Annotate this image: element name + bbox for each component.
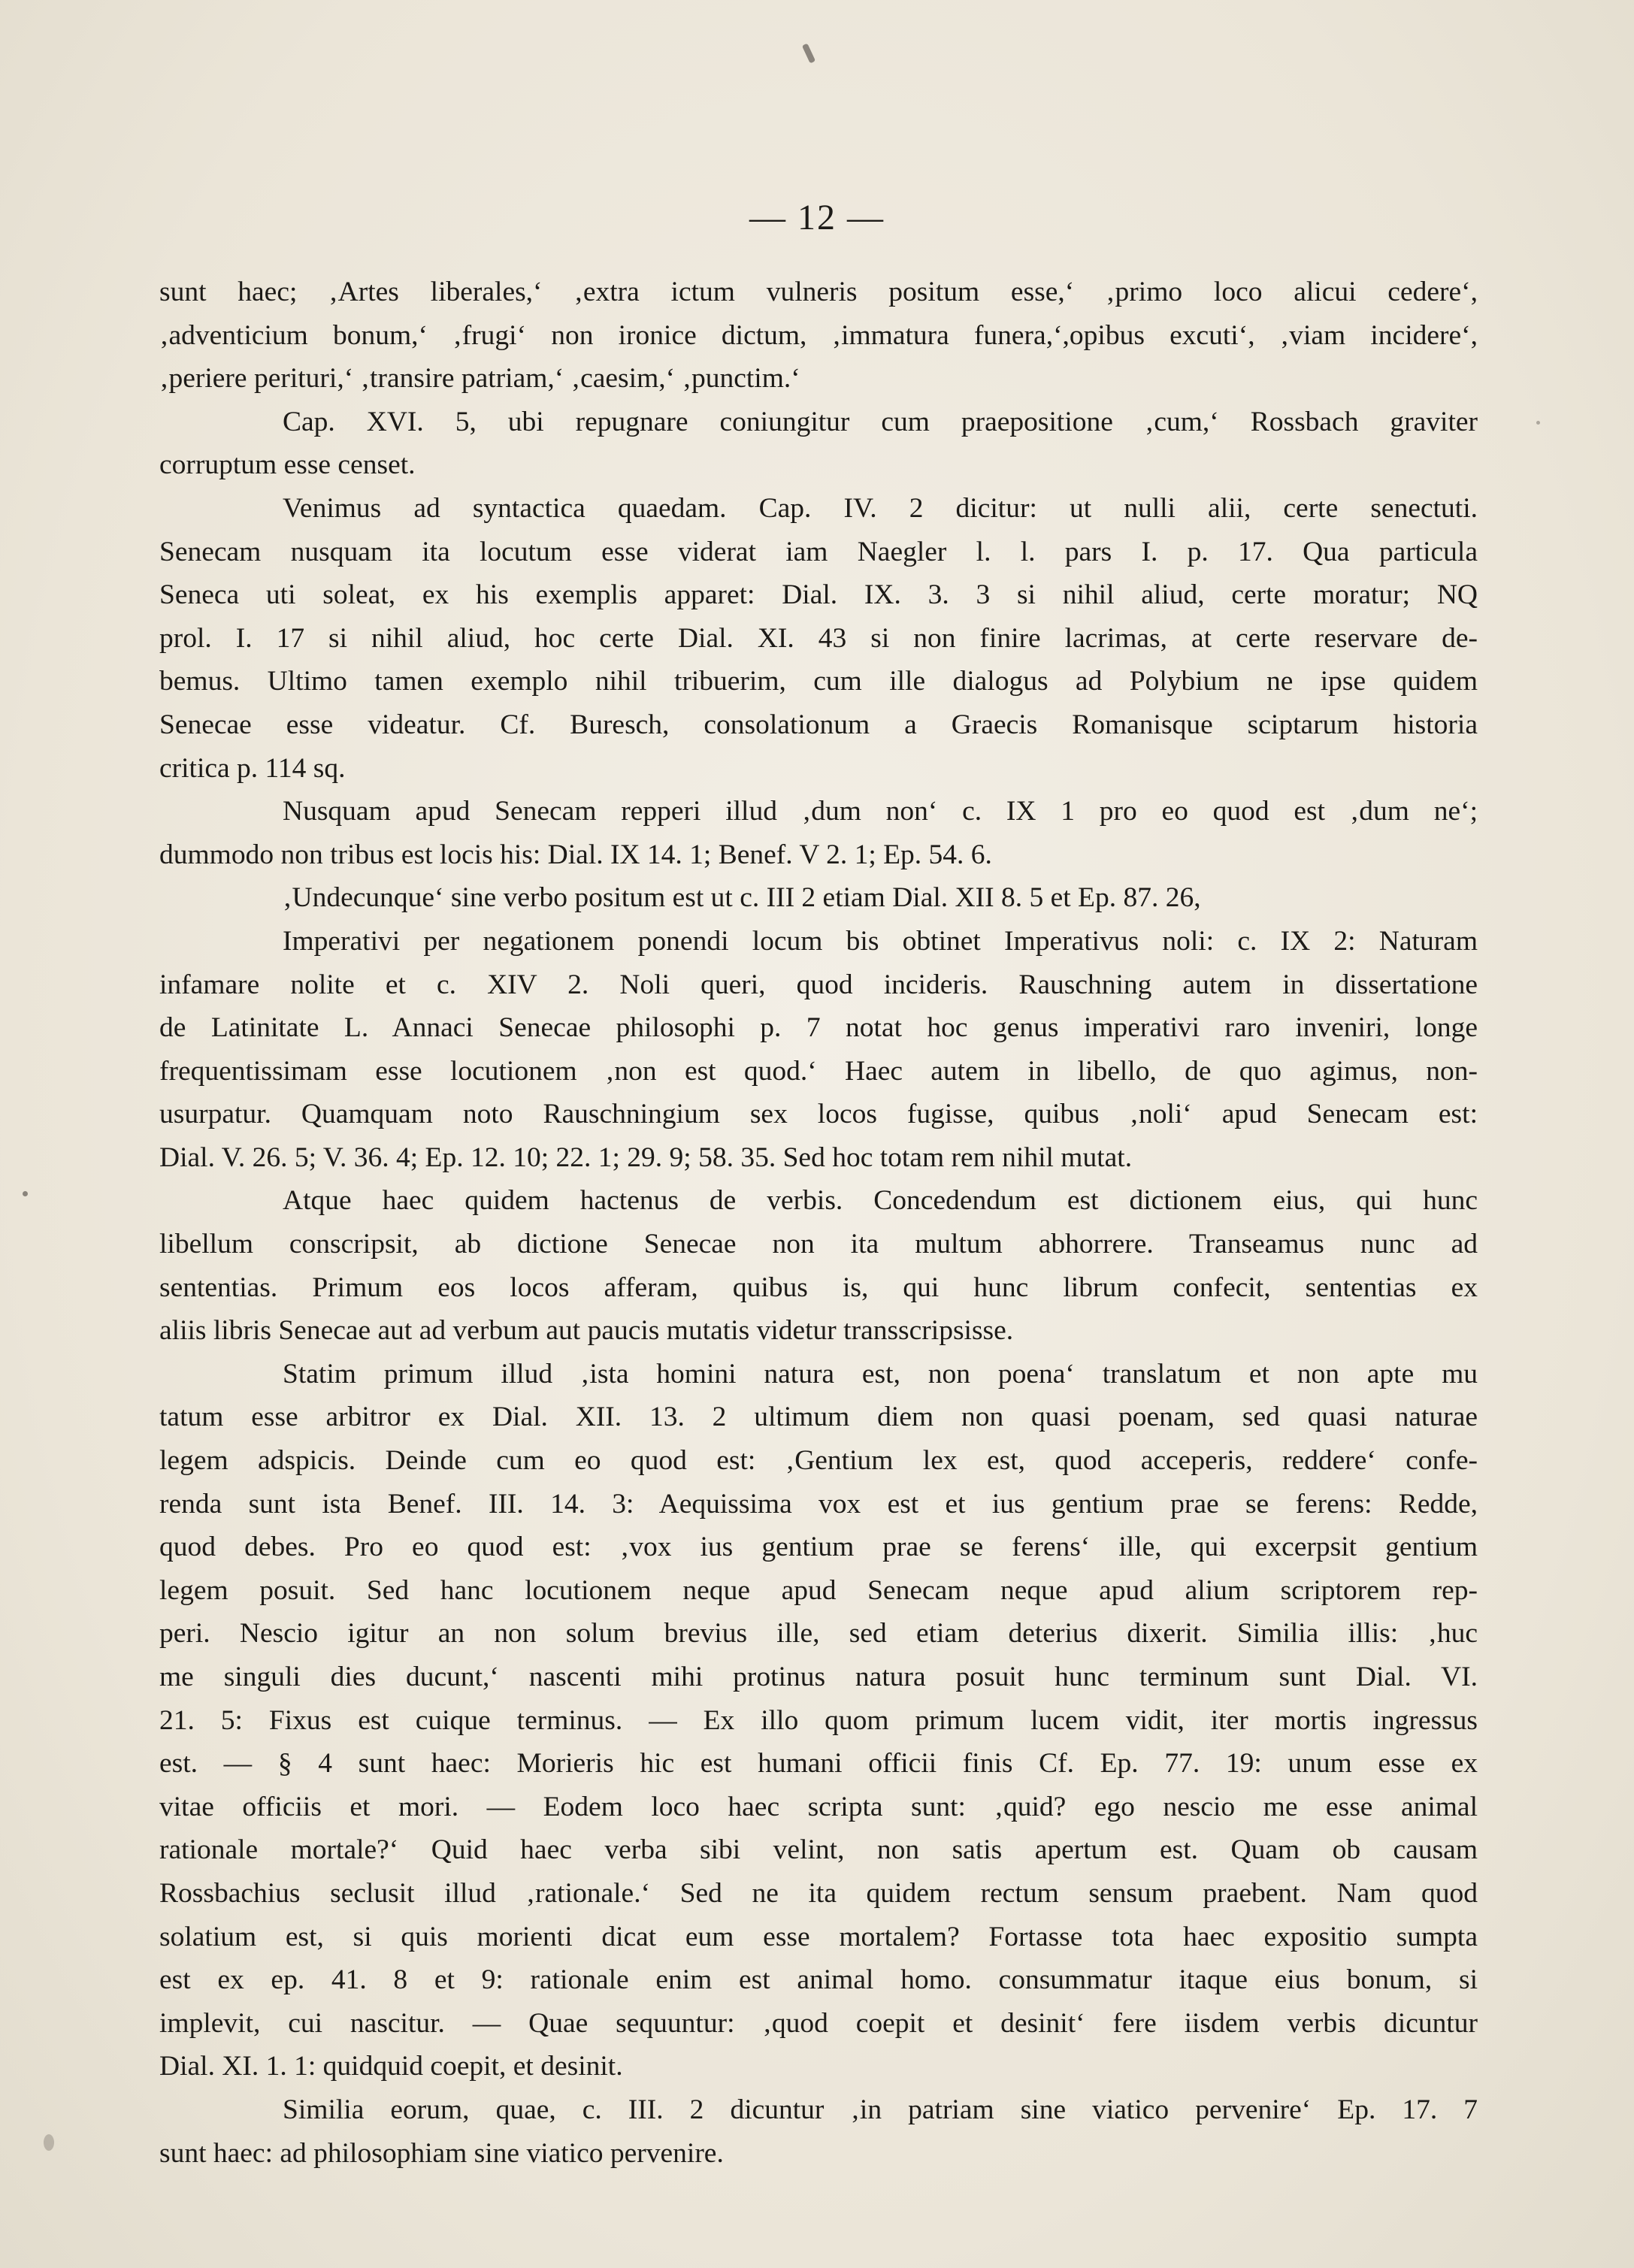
text-line: me singuli dies ducunt,‘ nascenti mihi protinus natura posuit hunc terminum sunt Dial. VI. <box>159 1662 1478 1692</box>
text-line: infamare nolite et c. XIV 2. Noli queri, quod incideris. Rauschning autem in dissertatione <box>159 969 1478 1000</box>
text-line: dummodo non tribus est locis his: Dial. IX 14. 1; Benef. V 2. 1; Ep. 54. 6. <box>159 839 992 870</box>
paragraph <box>159 271 1478 401</box>
text-line: ‚adventicium bonum,‘ ‚frugi‘ non ironice dictum, ‚immatura funera,‘,opibus excuti‘, ‚viam incidere‘, <box>159 319 1478 351</box>
text-line: usurpatur. Quamquam noto Rauschningium sex locos fugisse, quibus ‚noli‘ apud Senecam est: <box>159 1099 1478 1130</box>
text-line: ‚Undecunque‘ sine verbo positum est ut c. III 2 etiam Dial. XII 8. 5 et Ep. 87. 26, <box>283 882 1201 914</box>
text-line: Nusquam apud Senecam repperi illud ‚dum non‘ c. IX 1 pro eo quod est ‚dum ne‘; <box>283 796 1478 827</box>
text-line: frequentissimam esse locutionem ‚non est quod.‘ Haec autem in libello, de quo agimus, non- <box>159 1055 1478 1087</box>
text-line: legem adspicis. Deinde cum eo quod est: ‚Gentium lex est, quod acceperis, reddere‘ confe- <box>159 1445 1478 1477</box>
text-line: corruptum esse censet. <box>159 449 416 481</box>
text-line: Dial. V. 26. 5; V. 36. 4; Ep. 12. 10; 22. 1; 29. 9; 58. 35. Sed hoc totam rem nihil mutat. <box>159 1142 1133 1173</box>
text-line: Cap. XVI. 5, ubi repugnare coniungitur cum praepositione ‚cum,‘ Rossbach graviter <box>283 406 1478 437</box>
text-line: tatum esse arbitror ex Dial. XII. 13. 2 ultimum diem non quasi poenam, sed quasi naturae <box>159 1402 1478 1433</box>
text-line: Venimus ad syntactica quaedam. Cap. IV. 2 dicitur: ut nulli alii, certe senectuti. <box>283 492 1478 524</box>
text-line: rationale mortale?‘ Quid haec verba sibi velint, non satis apertum est. Quam ob causam <box>159 1834 1478 1866</box>
text-line: Dial. XI. 1. 1: quidquid coepit, et desinit. <box>159 2051 623 2082</box>
text-line: Similia eorum, quae, c. III. 2 dicuntur ‚in patriam sine viatico pervenire‘ Ep. 17. 7 <box>283 2094 1478 2125</box>
paragraph <box>159 1353 1478 2088</box>
page-number: — 12 — <box>749 198 885 237</box>
paragraph <box>159 876 1478 920</box>
scan-speck <box>23 1191 28 1196</box>
text-line: est ex ep. 41. 8 et 9: rationale enim est animal homo. consummatur itaque eius bonum, si <box>159 1964 1478 1996</box>
text-line: renda sunt ista Benef. III. 14. 3: Aequissima vox est et ius gentium prae se ferens: Redde, <box>159 1488 1478 1520</box>
text-line: Statim primum illud ‚ista homini natura est, non poena‘ translatum et non apte mu <box>283 1358 1478 1390</box>
text-line: est. — § 4 sunt haec: Morieris hic est humani officii finis Cf. Ep. 77. 19: unum esse ex <box>159 1748 1478 1780</box>
scan-speck <box>44 2134 54 2151</box>
text-line: aliis libris Senecae aut ad verbum aut paucis mutatis videtur transscripsisse. <box>159 1315 1014 1347</box>
text-line: de Latinitate L. Annaci Senecae philosophi p. 7 notat hoc genus imperativi raro inveniri, longe <box>159 1012 1478 1044</box>
text-line: legem posuit. Sed hanc locutionem neque apud Senecam neque apud alium scriptorem rep- <box>159 1574 1478 1606</box>
text-line: Rossbachius seclusit illud ‚rationale.‘ Sed ne ita quidem rectum sensum praebent. Nam quod <box>159 1877 1478 1909</box>
paragraph <box>159 401 1478 487</box>
text-line: implevit, cui nascitur. — Quae sequuntur: ‚quod coepit et desinit‘ fere iisdem verbis dicuntur <box>159 2007 1478 2039</box>
text-line: sunt haec: ad philosophiam sine viatico pervenire. <box>159 2137 724 2169</box>
text-line: ‚periere perituri,‘ ‚transire patriam,‘ ‚caesim,‘ ‚punctim.‘ <box>159 363 800 395</box>
text-line: Imperativi per negationem ponendi locum bis obtinet Imperativus noli: c. IX 2: Naturam <box>283 925 1478 957</box>
scan-speck <box>1536 421 1540 425</box>
paragraph <box>159 920 1478 1180</box>
text-line: Seneca uti soleat, ex his exemplis apparet: Dial. IX. 3. 3 si nihil aliud, certe moratur; NQ <box>159 579 1478 611</box>
paragraph <box>159 2088 1478 2175</box>
text-line: peri. Nescio igitur an non solum brevius ille, sed etiam deterius dixerit. Similia illis: ‚huc <box>159 1618 1478 1650</box>
text-line: bemus. Ultimo tamen exemplo nihil tribuerim, cum ille dialogus ad Polybium ne ipse quidem <box>159 666 1478 697</box>
text-line: sententias. Primum eos locos afferam, quibus is, qui hunc librum confecit, sententias ex <box>159 1272 1478 1303</box>
text-line: Atque haec quidem hactenus de verbis. Concedendum est dictionem eius, qui hunc <box>283 1185 1478 1217</box>
text-line: Senecam nusquam ita locutum esse viderat iam Naegler l. l. pars I. p. 17. Qua particula <box>159 536 1478 567</box>
paragraph <box>159 790 1478 876</box>
body-text <box>159 271 1478 2175</box>
paragraph <box>159 1179 1478 1352</box>
text-line: 21. 5: Fixus est cuique terminus. — Ex illo quom primum lucem vidit, iter mortis ingressus <box>159 1704 1478 1736</box>
text-line: quod debes. Pro eo quod est: ‚vox ius gentium prae se ferens‘ ille, qui excerpsit gentium <box>159 1532 1478 1563</box>
text-line: vitae officiis et mori. — Eodem loco haec scripta sunt: ‚quid? ego nescio me esse animal <box>159 1791 1478 1822</box>
scan-speck <box>802 44 815 64</box>
text-line: critica p. 114 sq. <box>159 752 346 784</box>
text-line: libellum conscripsit, ab dictione Senecae non ita multum abhorrere. Transeamus nunc ad <box>159 1229 1478 1260</box>
paragraph <box>159 487 1478 790</box>
text-line: solatium est, si quis morienti dicat eum esse mortalem? Fortasse tota haec expositio sumpta <box>159 1921 1478 1952</box>
text-line: Senecae esse videatur. Cf. Buresch, consolationum a Graecis Romanisque sciptarum historia <box>159 709 1478 740</box>
text-line: prol. I. 17 si nihil aliud, hoc certe Dial. XI. 43 si non finire lacrimas, at certe reservare de- <box>159 622 1478 654</box>
text-line: sunt haec; ‚Artes liberales,‘ ‚extra ictum vulneris positum esse,‘ ‚primo loco alicui cedere‘, <box>159 277 1478 307</box>
